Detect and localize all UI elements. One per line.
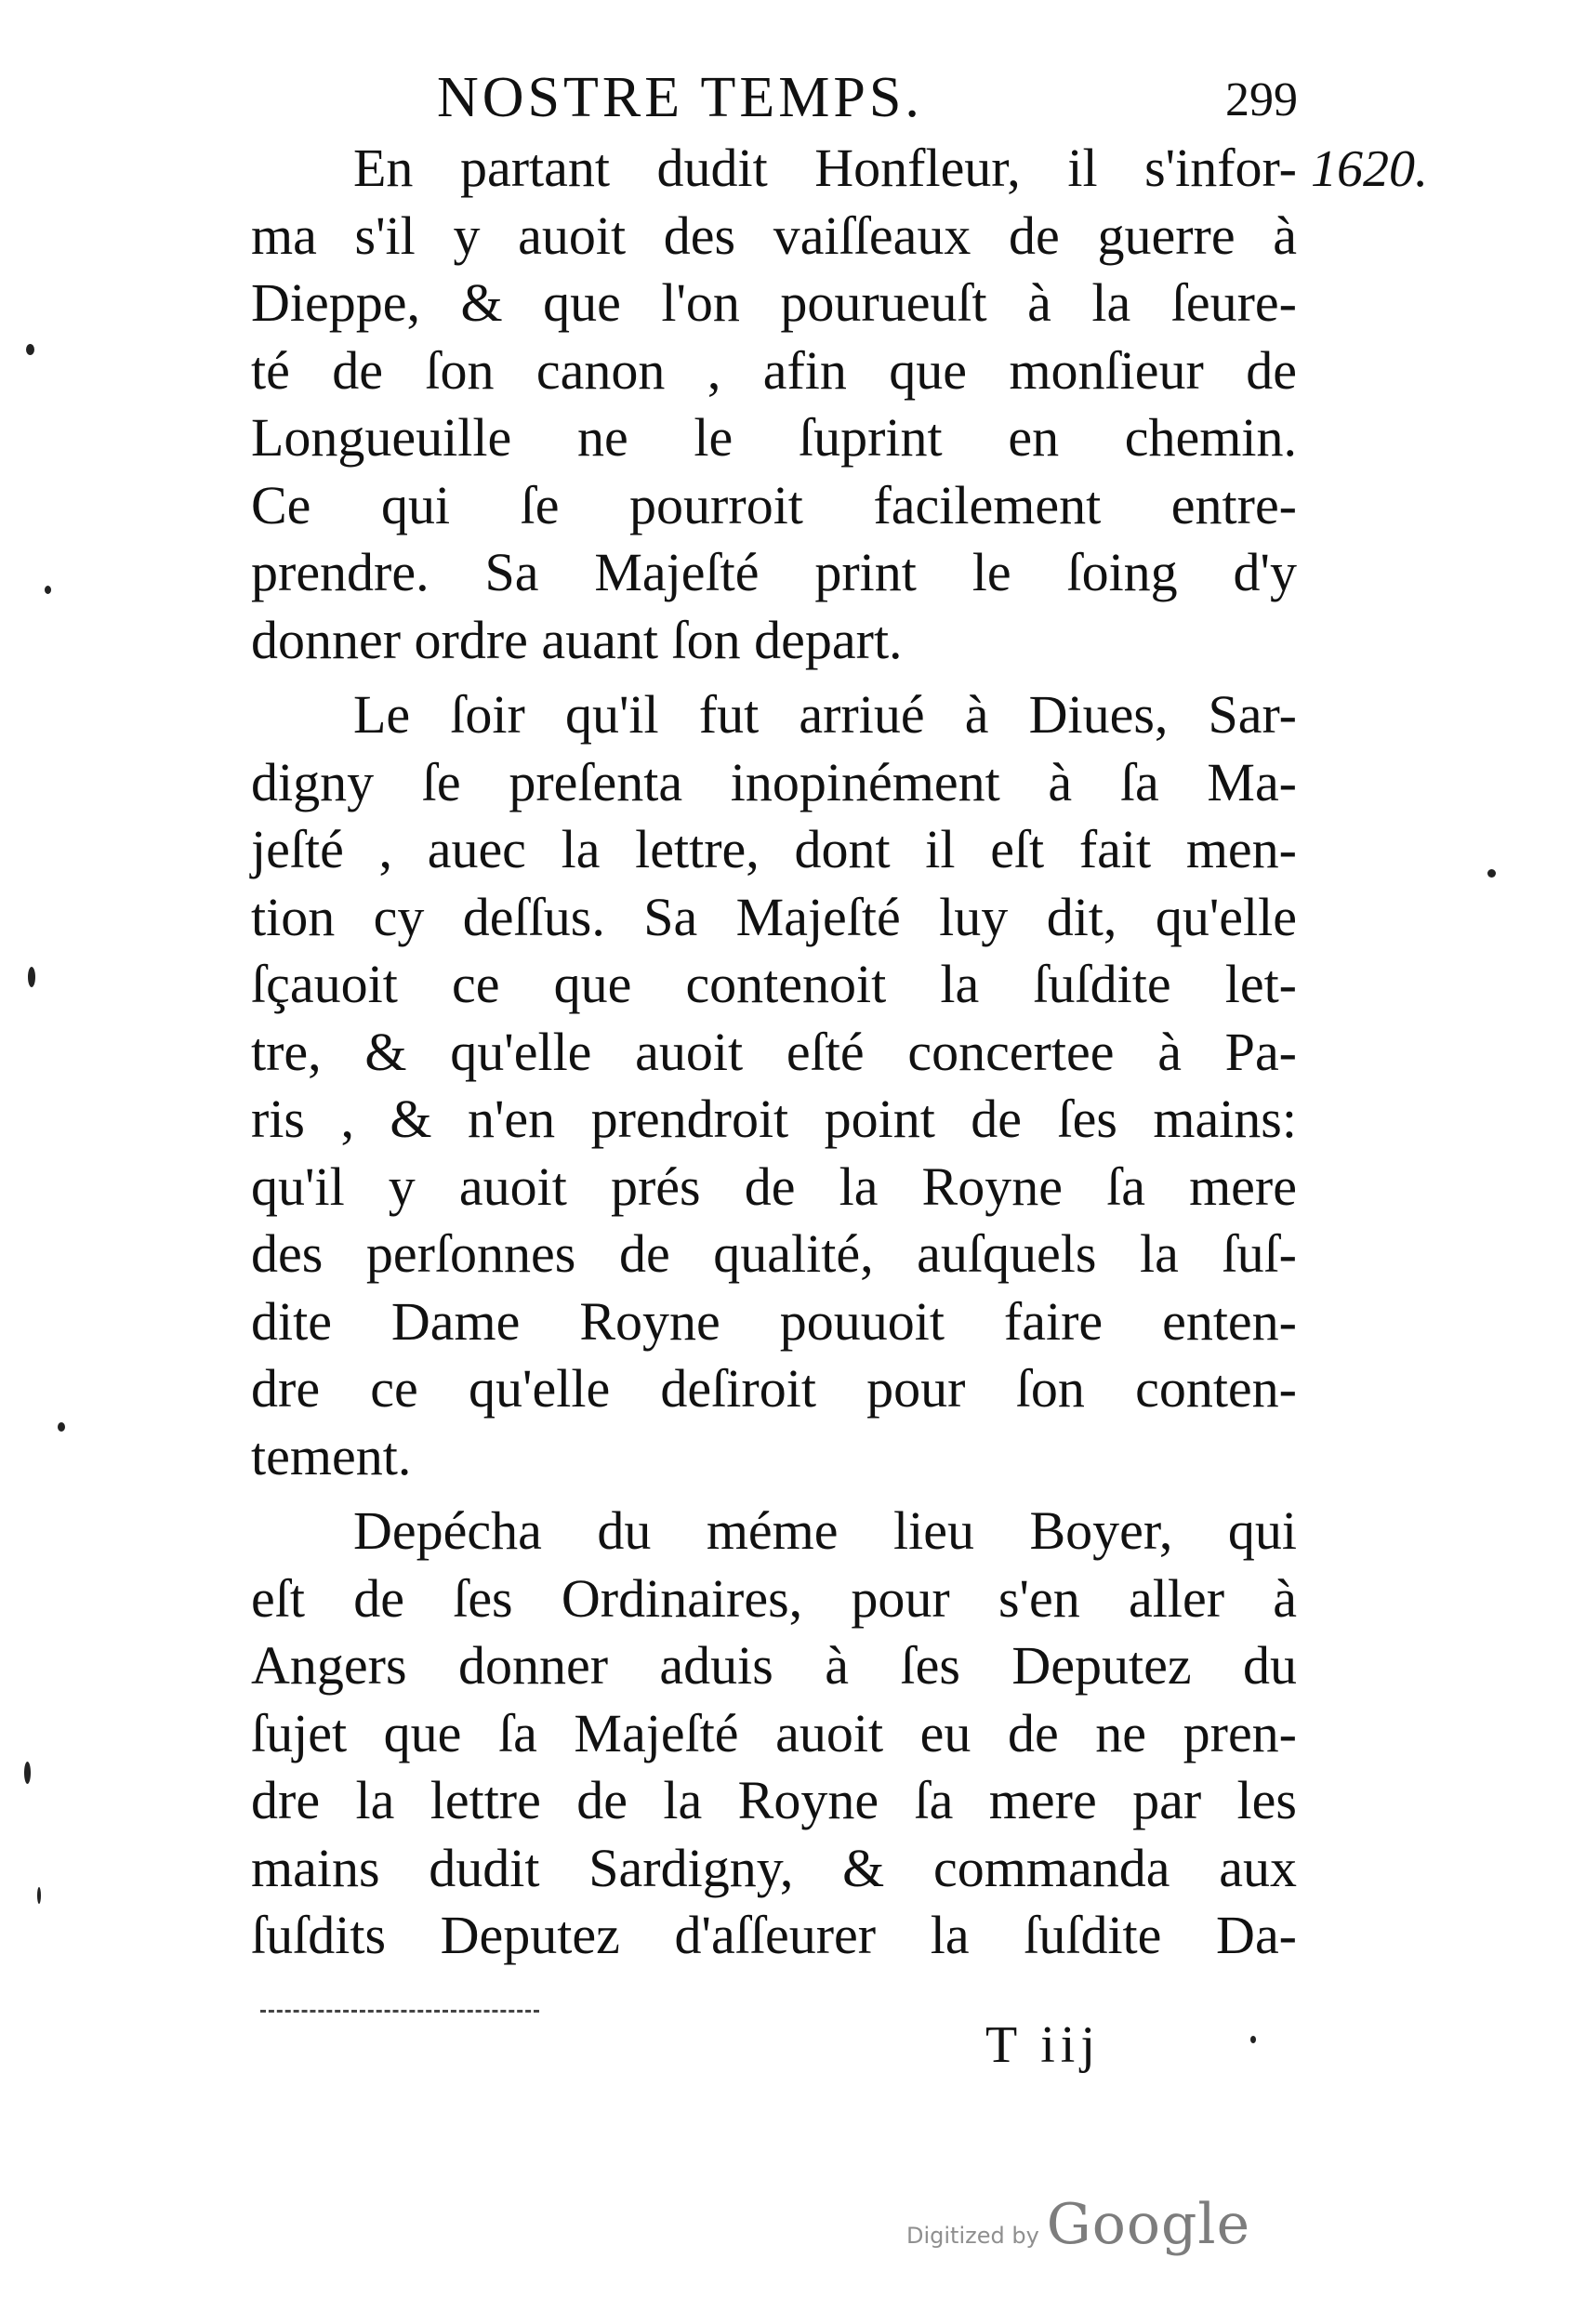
text-line: prendre. Sa Majeſté print le ſoing d'y [251,542,1297,602]
text-line: Angers donner aduis à ſes Deputez du [251,1635,1297,1696]
ink-speck [26,344,34,355]
ink-speck [28,967,35,987]
text-line: eſt de ſes Ordinaires, pour s'en aller à [251,1567,1297,1629]
body-text [251,135,1297,1970]
text-line: Longueuille ne le ſuprint en chemin. [251,407,1297,468]
text-line: Le ſoir qu'il fut arriué à Diues, Sar- [353,684,1297,745]
text-line: donner ordre auant ſon depart. [251,609,903,670]
margin-year-note: 1620. [1311,140,1428,198]
signature-mark: T iij [985,2016,1101,2074]
digitized-watermark [906,2192,1250,2257]
text-line: En partant dudit Honfleur, il s'infor- [353,138,1297,198]
text-line: ma s'il y auoit des vaiſſeaux de guerre à [251,205,1297,266]
text-line: ſujet que ſa Majeſté auoit eu de ne pren- [251,1702,1297,1763]
paragraph-gap [251,1490,1297,1498]
ink-speck [45,586,51,594]
text-line: ſçauoit ce que contenoit la ſuſdite let- [251,954,1297,1014]
page-number: 299 [1225,73,1298,126]
text-line: mains dudit Sardigny, & commanda aux [251,1837,1297,1898]
text-line: jeſté , auec la lettre, dont il eſt fait men- [251,819,1297,879]
text-line: dre la lettre de la Royne ſa mere par les [251,1770,1297,1830]
ink-speck [24,1762,31,1784]
text-line: qu'il y auoit prés de la Royne ſa mere [251,1155,1297,1217]
text-line: des perſonnes de qualité, auſquels la ſuſ- [251,1223,1297,1284]
text-line: dite Dame Royne pouuoit faire enten- [251,1290,1297,1352]
text-line: Dieppe, & que l'on pourueuſt à la ſeure- [251,272,1297,333]
text-line: ſuſdits Deputez d'aſſeurer la ſuſdite Da- [251,1905,1297,1965]
text-line: digny ſe preſenta inopinément à ſa Ma- [251,751,1297,812]
text-line: tion cy deſſus. Sa Majeſté luy dit, qu'elle [251,886,1297,947]
ink-speck [58,1422,65,1432]
text-line: tement. [251,1425,412,1486]
text-line: Depécha du méme lieu Boyer, qui [353,1500,1297,1561]
text-line: tre, & qu'elle auoit eſté concertee à Pa- [251,1021,1297,1082]
ink-speck [1250,2036,1256,2043]
text-line: dre ce qu'elle deſiroit pour ſon conten- [251,1358,1297,1419]
watermark-prefix: Digitized by [906,2223,1039,2249]
paragraph-gap [251,674,1297,681]
text-line: Ce qui ſe pourroit facilement entre- [251,474,1297,535]
running-head: NOSTRE TEMPS. [437,66,923,129]
ink-speck [37,1887,41,1904]
dashed-rule [260,2010,539,2013]
ink-speck [1487,869,1496,878]
text-line: ris , & n'en prendroit point de ſes mains: [251,1089,1297,1149]
google-logo: Google [1046,2192,1251,2257]
text-line: té de ſon canon , afin que monſieur de [251,339,1297,401]
